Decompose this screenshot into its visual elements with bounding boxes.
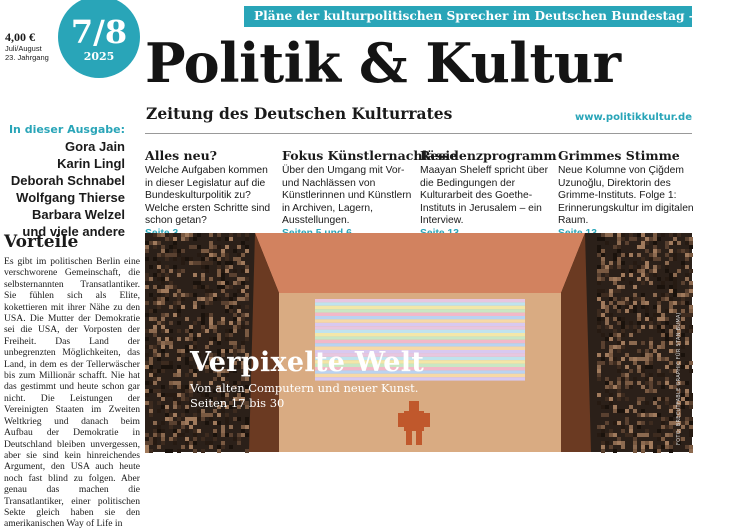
toc-item[interactable]: Gora Jain bbox=[65, 139, 125, 154]
issue-volume: 23. Jahrgang bbox=[5, 53, 49, 62]
toc-item[interactable]: Wolfgang Thierse bbox=[16, 190, 125, 205]
toc-item[interactable]: Barbara Welzel bbox=[32, 207, 125, 222]
table-of-contents bbox=[9, 122, 125, 240]
article-title: Vorteile bbox=[4, 232, 79, 252]
masthead-subtitle: Zeitung des Deutschen Kulturrates bbox=[146, 104, 453, 123]
teaser-headline: Grimmes Stimme bbox=[558, 148, 680, 163]
ceiling-panel bbox=[255, 233, 585, 293]
hero-title: Verpixelte Welt bbox=[190, 347, 425, 378]
masthead-title: Politik & Kultur bbox=[145, 31, 621, 95]
toc-heading: In dieser Ausgabe: bbox=[8, 123, 125, 136]
teaser-body: Maayan Sheleff spricht über die Bedingungen der Kulturarbeit des Goethe-Instituts in Jerusalem – ein Interview. bbox=[420, 165, 549, 226]
teaser-grimmes-stimme[interactable] bbox=[558, 148, 694, 240]
teaser-headline: Fokus Künstlernachlässe bbox=[282, 148, 458, 163]
toc-item[interactable]: Karin Lingl bbox=[57, 156, 125, 171]
pixel-art-illustration bbox=[145, 233, 692, 452]
teaser-headline: Alles neu? bbox=[145, 148, 217, 163]
teaser-alles-neu[interactable] bbox=[145, 148, 273, 240]
price: 4,00 € bbox=[5, 30, 35, 44]
masthead-rule bbox=[145, 133, 692, 134]
teaser-residenzprogramm[interactable] bbox=[420, 148, 557, 240]
hero-page-ref: Seiten 17 bis 30 bbox=[190, 396, 285, 410]
issue-number: 7/8 bbox=[70, 13, 128, 51]
teaser-banner[interactable]: Pläne der kulturpolitischen Sprecher im Deutschen Bundestag – Seite 4 bbox=[244, 6, 692, 27]
hero-subtitle bbox=[190, 381, 418, 411]
issue-info bbox=[5, 44, 49, 62]
issue-months: Juli/August bbox=[5, 44, 42, 53]
teaser-body: Welche Aufgaben kommen in dieser Legislatur auf die Bundeskulturpolitik zu? Welche ersten Schritte sind schon getan? bbox=[145, 165, 271, 226]
teaser-kuenstlernachlaesse[interactable] bbox=[282, 148, 458, 240]
toc-item: und viele andere bbox=[22, 224, 125, 239]
issue-badge bbox=[58, 0, 140, 78]
toc-item[interactable]: Deborah Schnabel bbox=[10, 173, 125, 188]
photo-credit: FOTO: BRECUTFABLE GRAPHIC FÜR STAN BUMAJ bbox=[676, 312, 682, 445]
hero-image[interactable] bbox=[145, 233, 692, 452]
website-link[interactable]: www.politikkultur.de bbox=[575, 112, 692, 123]
teaser-body: Über den Umgang mit Vor- und Nachlässen von Künstlerinnen und Künstlern in Archiven, Lagern, Ausstellungen. bbox=[282, 165, 412, 226]
teaser-headline: Residenzprogramm bbox=[420, 148, 557, 163]
hero-subtitle-line: Von alten Computern und neuer Kunst. bbox=[190, 381, 419, 395]
teaser-body: Neue Kolumne von Çiğdem Uzunoğlu, Direktorin des Grimme-Instituts. Folge 1: Erinnerungskultur im digitalen Raum. bbox=[558, 165, 694, 226]
issue-year: 2025 bbox=[83, 50, 115, 63]
article-body: Es gibt im politischen Berlin eine verschworene Gemeinschaft, die selbsternannten Transatlantiker. Sie fühlen sich als Elite, kokettieren mit ihrer Nähe zu den USA. Die Mutter der Demokratie sei die USA, der Vorposten der Freiheit. Das Land der unbegrenzten Möglichkeiten, das Land, in dem es der Tellerwäscher bis zum Millionär schafft. Nie hat das gestimmt und heute schon gar nicht. Die Leistungen der Vereinigten Staaten im Zweiten Weltkrieg und danach beim Aufbau der Demokratie in Deutschland bleiben unvergessen, aber sie sind kein hinreichendes Argument, den USA auch heute noch fast blind zu folgen. Aber genau das machen die Transatlantiker, einer politischen Sekte gleich haben sie den amerikanischen Way of Life in bbox=[4, 256, 140, 530]
